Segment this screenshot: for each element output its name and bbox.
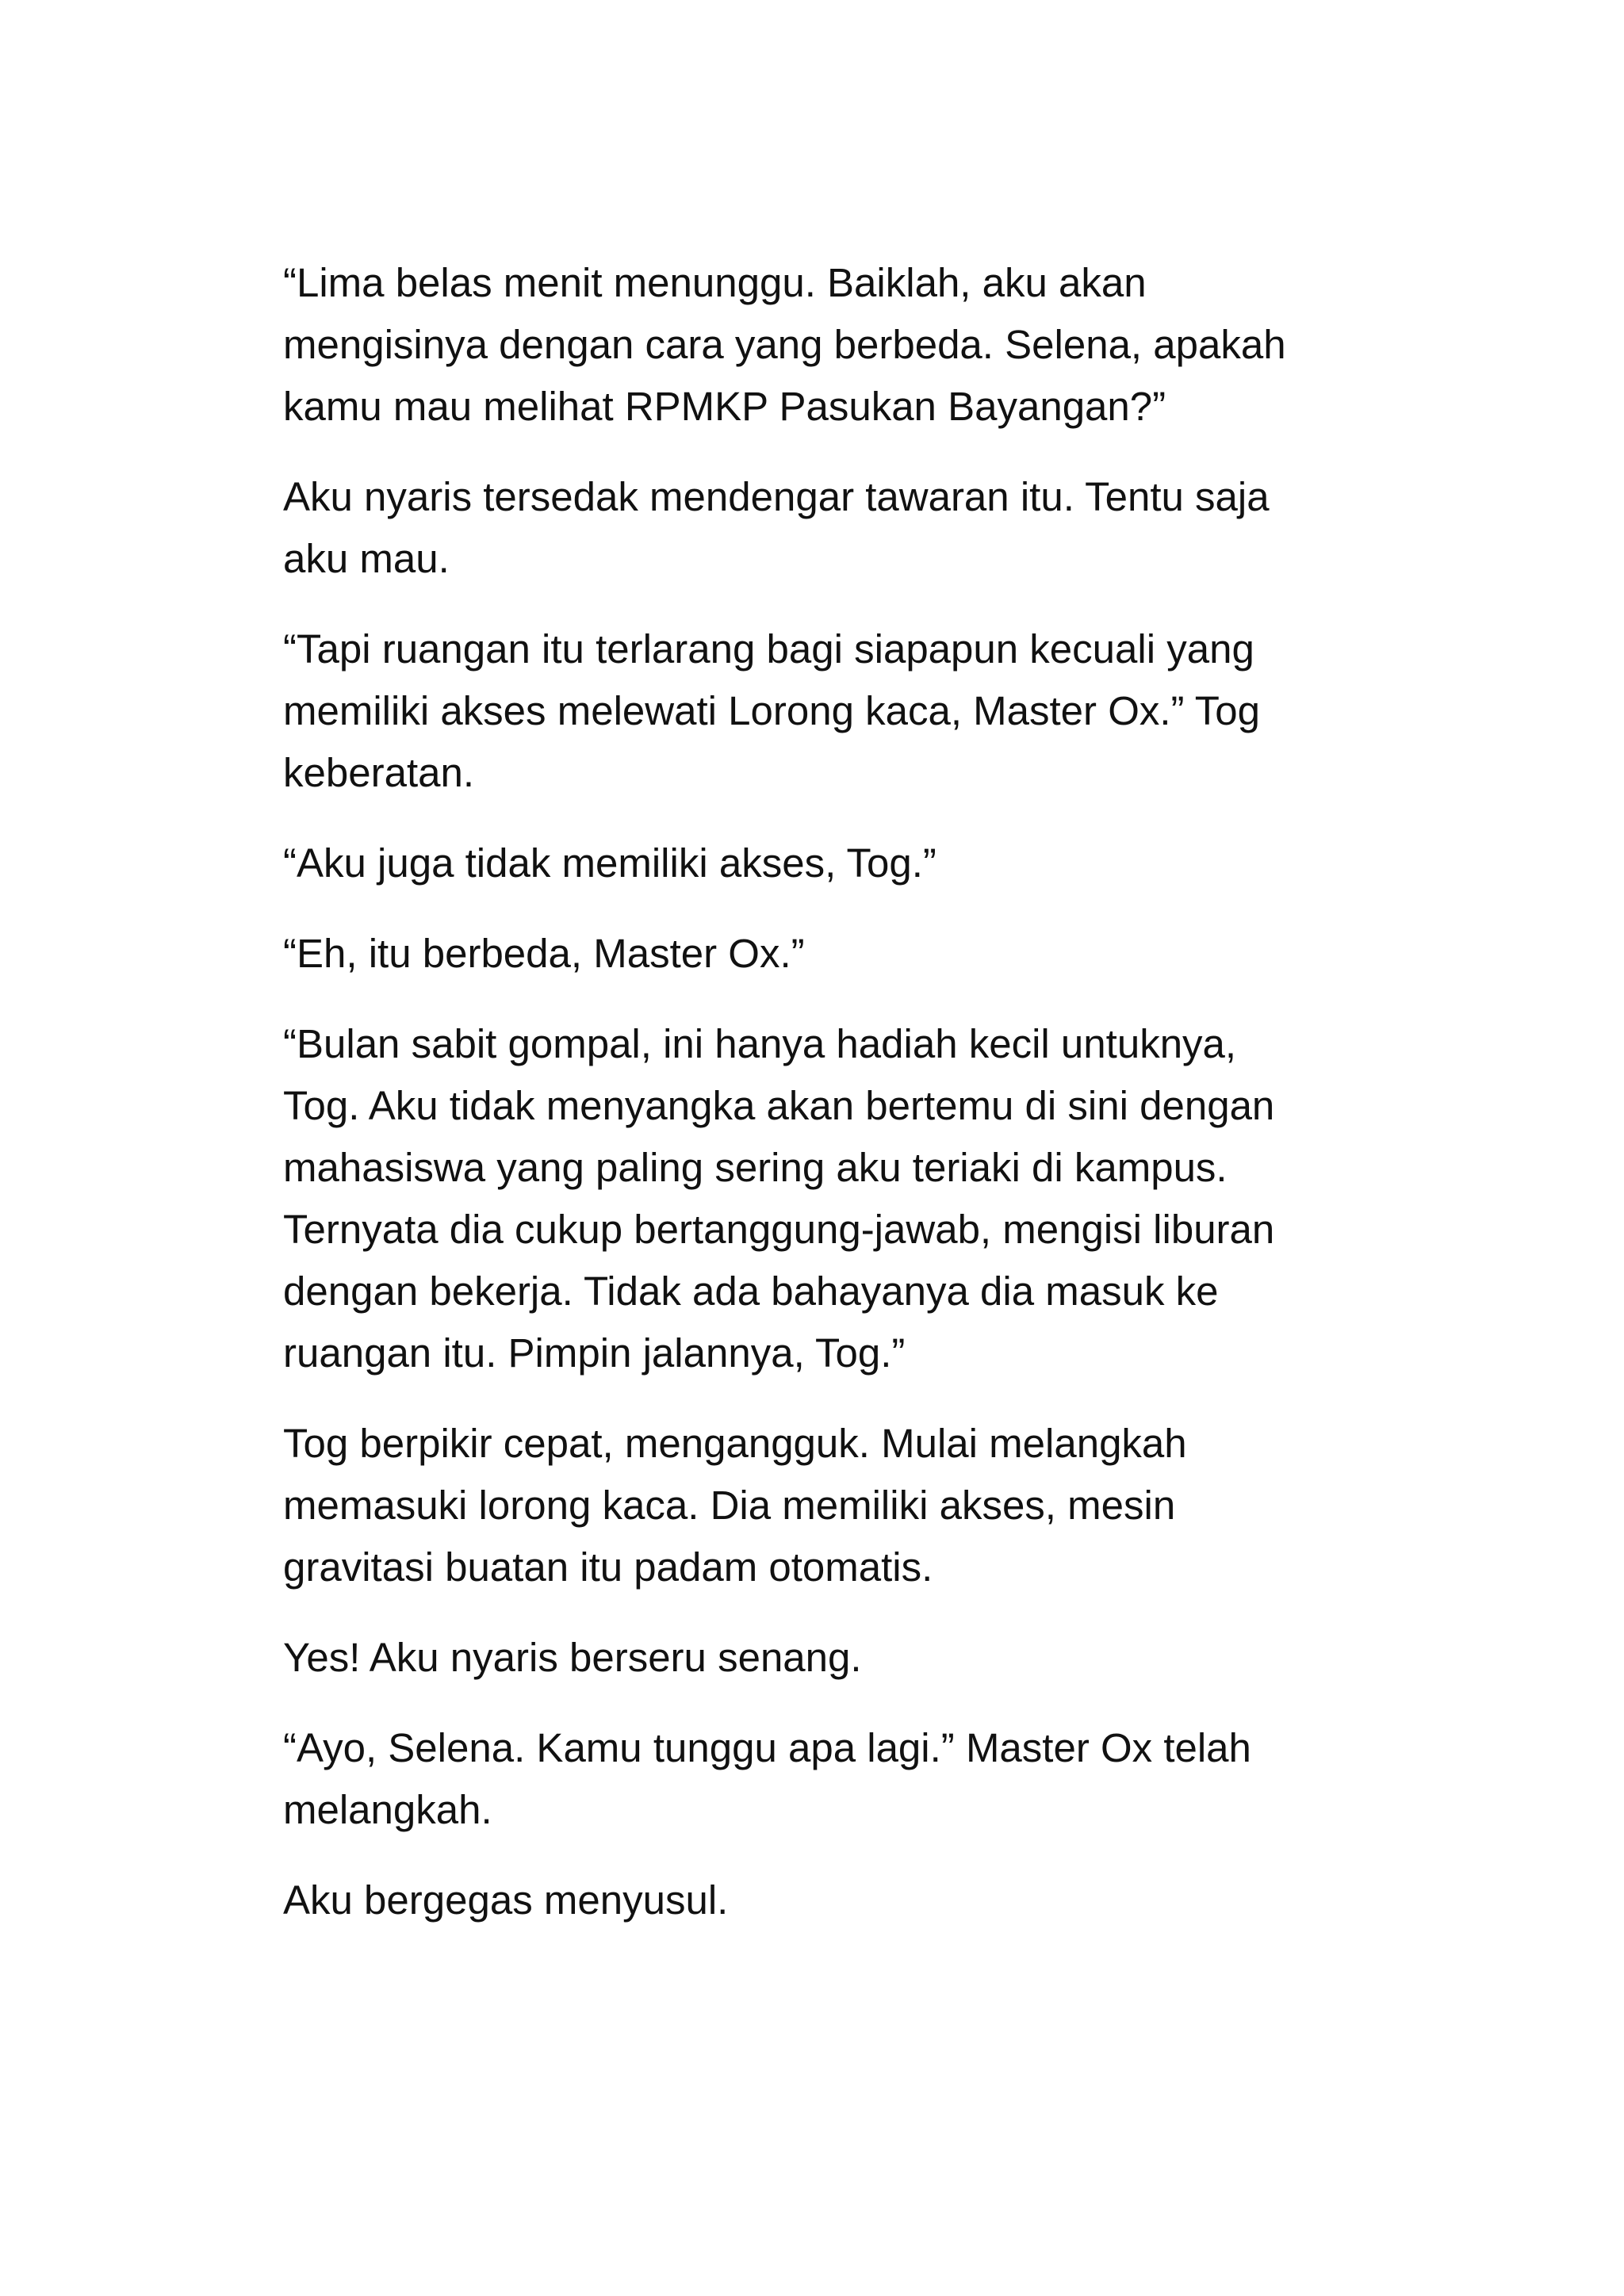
- text-line: keberatan.: [283, 750, 475, 795]
- text-line: Aku bergegas menyusul.: [283, 1877, 729, 1923]
- text-line: Yes! Aku nyaris berseru senang.: [283, 1635, 862, 1680]
- paragraph-1: [283, 252, 1346, 438]
- text-line: mahasiswa yang paling sering aku teriaki di kampus.: [283, 1145, 1228, 1190]
- paragraph-6: [283, 1013, 1346, 1384]
- text-line: gravitasi buatan itu padam otomatis.: [283, 1544, 933, 1590]
- text-line: kamu mau melihat RPMKP Pasukan Bayangan?”: [283, 384, 1166, 429]
- paragraph-5: [283, 923, 1346, 985]
- paragraph-2: [283, 466, 1346, 590]
- text-line: mengisinya dengan cara yang berbeda. Selena, apakah: [283, 322, 1286, 367]
- text-line: “Ayo, Selena. Kamu tunggu apa lagi.” Master Ox telah: [283, 1725, 1251, 1770]
- text-line: dengan bekerja. Tidak ada bahayanya dia masuk ke: [283, 1269, 1219, 1314]
- text-line: memasuki lorong kaca. Dia memiliki akses, mesin: [283, 1483, 1176, 1528]
- text-line: Aku nyaris tersedak mendengar tawaran itu. Tentu saja: [283, 474, 1270, 519]
- paragraph-9: [283, 1717, 1346, 1841]
- text-line: Ternyata dia cukup bertanggung-jawab, mengisi liburan: [283, 1207, 1275, 1252]
- body-text: [283, 252, 1346, 1931]
- paragraph-4: [283, 832, 1346, 894]
- text-line: ruangan itu. Pimpin jalannya, Tog.”: [283, 1330, 906, 1376]
- paragraph-8: [283, 1627, 1346, 1689]
- text-line: “Aku juga tidak memiliki akses, Tog.”: [283, 840, 936, 886]
- text-line: memiliki akses melewati Lorong kaca, Master Ox.” Tog: [283, 688, 1260, 733]
- text-line: melangkah.: [283, 1787, 492, 1832]
- paragraph-7: [283, 1413, 1346, 1598]
- text-line: “Lima belas menit menunggu. Baiklah, aku akan: [283, 260, 1147, 305]
- text-line: “Tapi ruangan itu terlarang bagi siapapun kecuali yang: [283, 626, 1254, 672]
- text-line: “Bulan sabit gompal, ini hanya hadiah kecil untuknya,: [283, 1021, 1237, 1066]
- text-line: Tog berpikir cepat, mengangguk. Mulai melangkah: [283, 1421, 1187, 1466]
- text-line: aku mau.: [283, 536, 450, 581]
- paragraph-3: [283, 618, 1346, 804]
- text-line: “Eh, itu berbeda, Master Ox.”: [283, 931, 805, 976]
- text-line: Tog. Aku tidak menyangka akan bertemu di sini dengan: [283, 1083, 1275, 1128]
- paragraph-10: [283, 1869, 1346, 1931]
